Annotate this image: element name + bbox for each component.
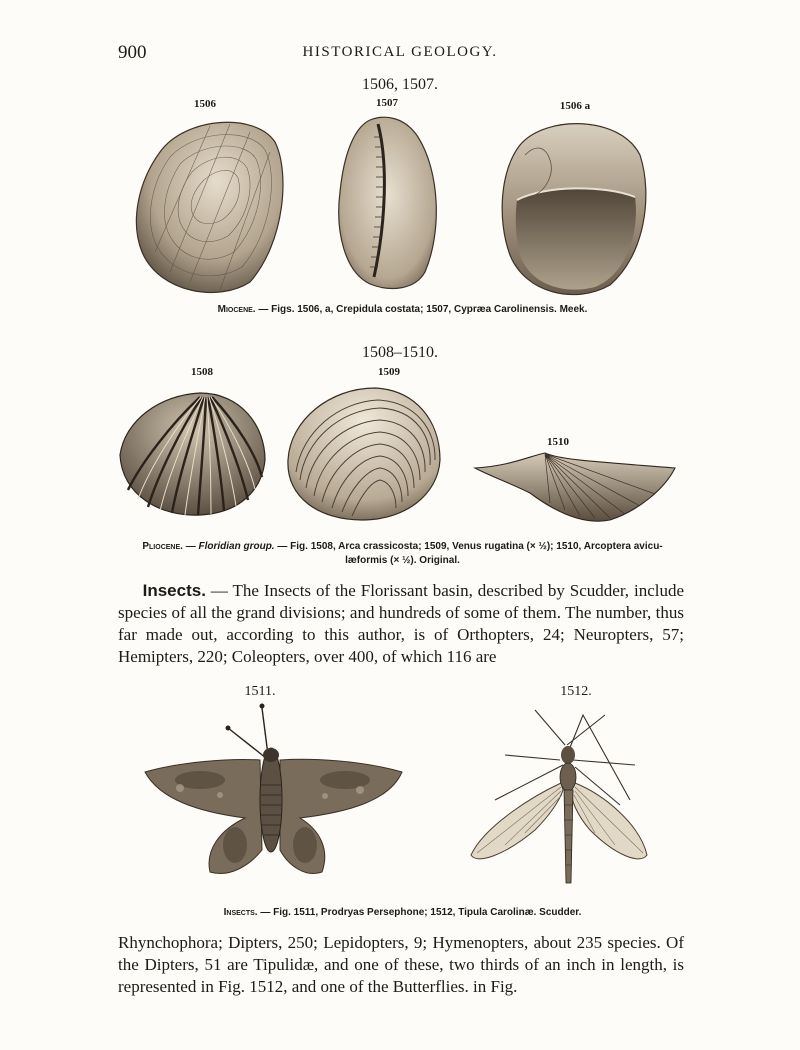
caption-text: — Fig. 1508, Arca crassicosta; 1509, Venus rugatina (× ½); 1510, Arcoptera avicu- (274, 541, 663, 552)
crepidula-interior-illustration (495, 115, 650, 300)
figure-group-label: 1508–1510. (362, 344, 438, 361)
figure-number: 1506 a (559, 100, 591, 112)
venus-shell-illustration (280, 380, 445, 525)
paragraph-text: — The Insects of the Florissant basin, described by Scudder, include species of all the grand divisions; and hundreds of some of them. The number, thus far made out, according to this author, is of Orthopters, 24; Neuropters, 57; Hemipters, 220; Coleopters, over 400, of which 116 are (118, 581, 685, 666)
body-paragraph (118, 580, 684, 668)
page-number: 900 (118, 42, 147, 63)
figure-number: 1509 (378, 366, 400, 378)
paragraph-lead: Insects. (142, 581, 206, 600)
arcoptera-shell-illustration (470, 448, 680, 528)
tipula-crane-fly-illustration (465, 705, 655, 890)
figure-number: 1512. (560, 684, 592, 699)
figure-group-label: 1506, 1507. (362, 76, 438, 93)
body-paragraph: Rhynchophora; Dipters, 250; Lepidopters, 9; Hymenopters, about 235 species. Of the Dipters, 51 are Tipulidæ, and one of these, two thirds of an inch in length, is represented in Fig. 1512, and one of the Butterflies. in Fig. (118, 933, 684, 996)
caption-lead: Pliocene. (142, 541, 183, 552)
arca-shell-illustration (110, 385, 270, 520)
cypraea-shell-illustration (330, 112, 445, 292)
figure-number: 1508 (191, 366, 213, 378)
figure-number: 1507 (376, 97, 398, 109)
figure-number: 1506 (194, 98, 216, 110)
figure-number: 1510 (547, 436, 569, 448)
caption-text: — Fig. 1511, Prodryas Persephone; 1512, Tipula Carolinæ. Scudder. (257, 907, 582, 918)
figure-number: 1511. (244, 684, 276, 699)
figure-caption (110, 303, 695, 317)
running-title: HISTORICAL GEOLOGY. (302, 44, 498, 60)
prodryas-butterfly-illustration (140, 700, 410, 895)
figure-caption (110, 906, 695, 920)
caption-lead: Miocene. (217, 304, 256, 315)
crepidula-shell-illustration (130, 112, 290, 297)
figure-caption (110, 540, 695, 568)
caption-lead: Insects. (223, 907, 258, 918)
caption-italic: — Floridian group. (182, 541, 275, 552)
caption-text: — Figs. 1506, a, Crepidula costata; 1507, Cypræa Carolinensis. Meek. (255, 304, 588, 315)
caption-text-line2: læformis (× ½). Original. (345, 555, 460, 566)
